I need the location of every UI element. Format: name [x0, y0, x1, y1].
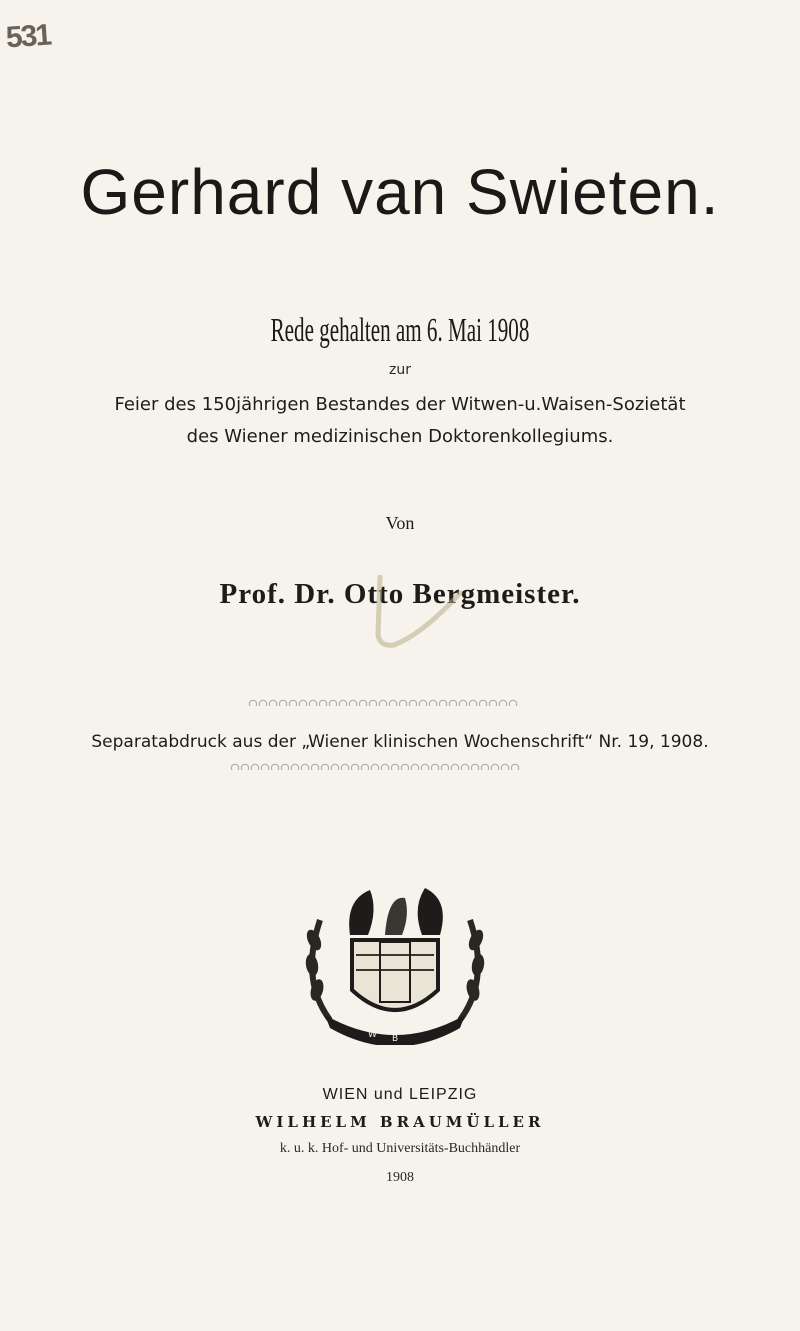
- wavy-rule-top: [248, 696, 518, 706]
- svg-text:W: W: [368, 1030, 377, 1040]
- svg-text:B: B: [392, 1034, 399, 1044]
- imprint-year: 1908: [386, 1170, 414, 1185]
- occasion-line-2: des Wiener medizinischen Doktorenkollegiums.: [186, 426, 614, 447]
- author-name: Prof. Dr. Otto Bergmeister.: [219, 578, 581, 610]
- by-label: Von: [385, 513, 415, 533]
- pencil-annotation-icon: [368, 575, 468, 675]
- offprint-note: Separatabdruck aus der „Wiener klinischen Wochenschrift“ Nr. 19, 1908.: [91, 732, 709, 752]
- page-title: Gerhard van Swieten.: [80, 156, 720, 228]
- subtitle: Rede gehalten am 6. Mai 1908: [270, 312, 530, 349]
- wavy-rule-bottom: [230, 760, 520, 770]
- imprint-city: WIEN und LEIPZIG: [322, 1086, 478, 1103]
- occasion-line-1: Feier des 150jährigen Bestandes der Witwen-u.Waisen-Sozietät: [114, 394, 686, 415]
- imprint-bookseller: k. u. k. Hof- und Universitäts-Buchhändler: [279, 1141, 521, 1156]
- occasion-text: [0, 389, 800, 453]
- publisher-emblem-icon: [290, 880, 500, 1045]
- connector-text: zur: [389, 362, 411, 378]
- library-shelf-mark: 531: [4, 18, 52, 55]
- imprint-publisher: WILHELM BRAUMÜLLER: [255, 1113, 545, 1131]
